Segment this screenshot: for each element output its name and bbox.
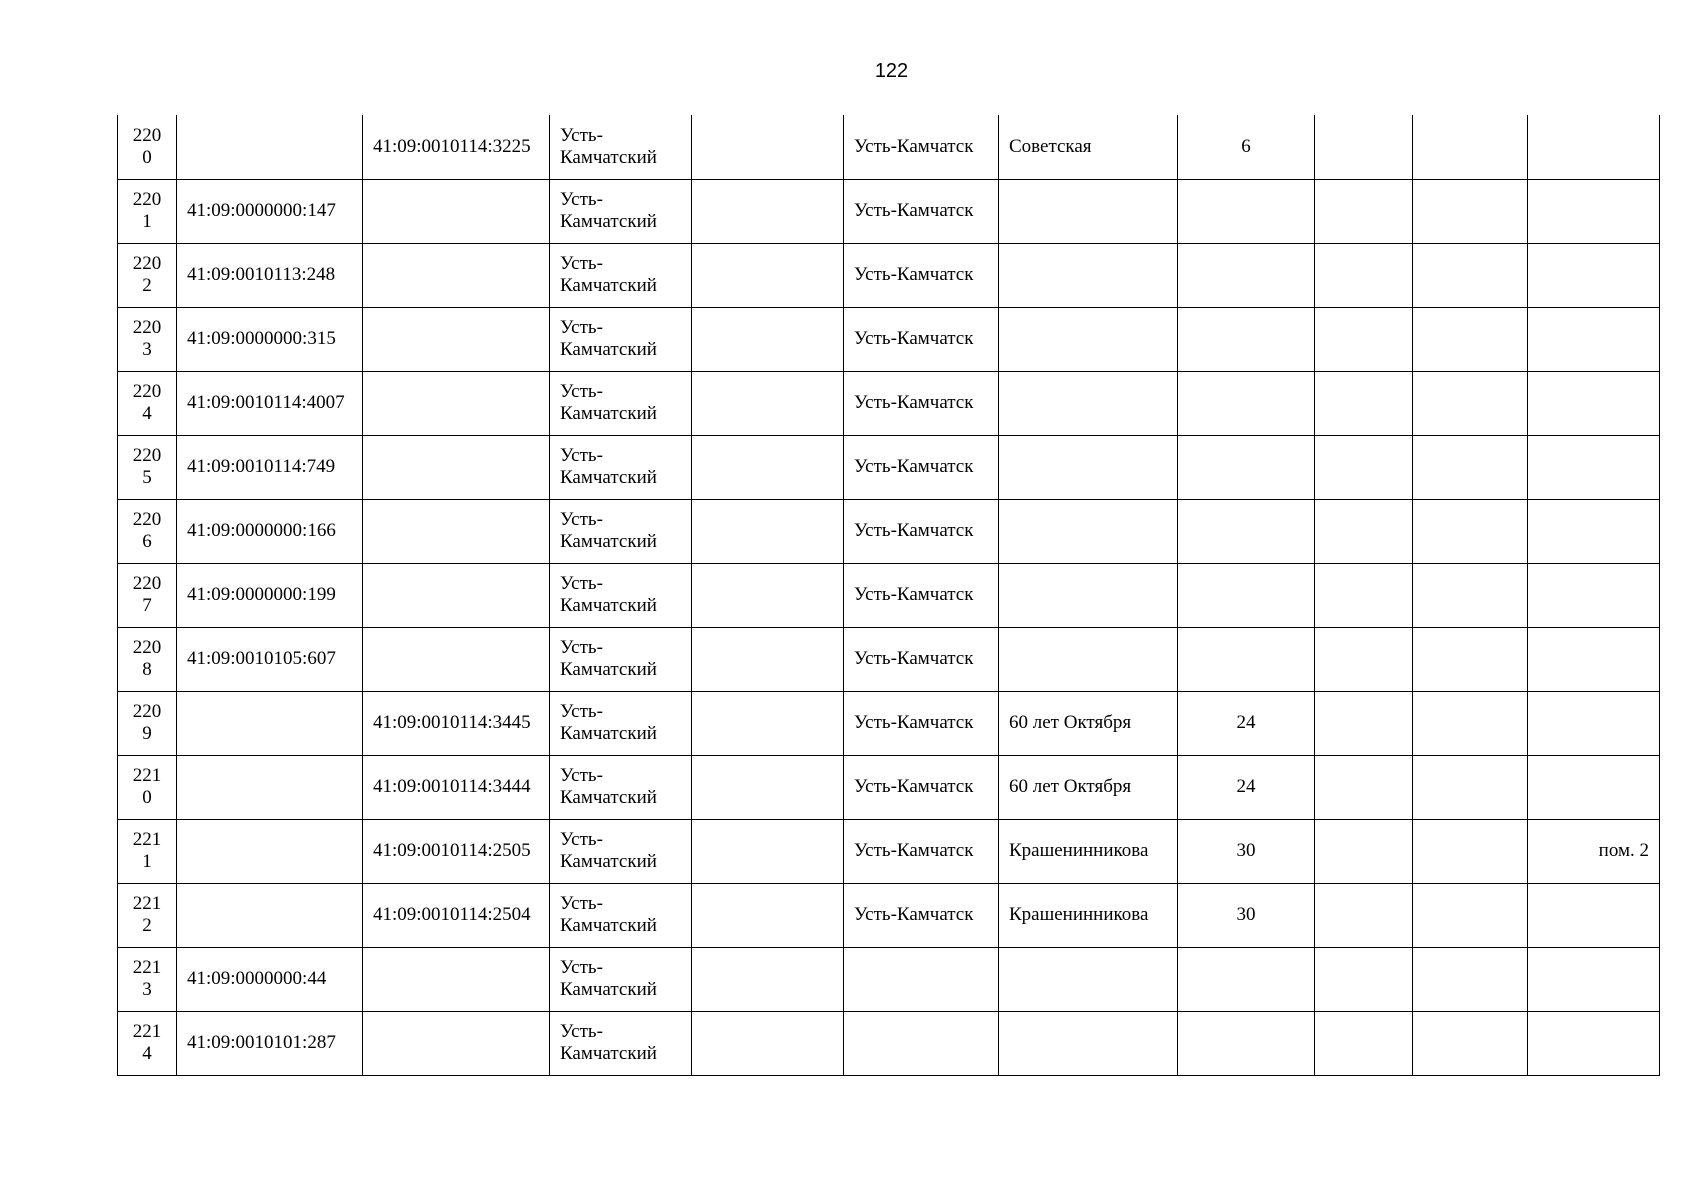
land-cadastral-number: 41:09:0010105:607	[177, 627, 363, 691]
district-name-part: Камчатский	[560, 403, 657, 424]
empty-cell	[1315, 883, 1413, 947]
premises-note	[1528, 883, 1660, 947]
row-number-cell	[118, 883, 177, 947]
premises-note: пом. 2	[1528, 819, 1660, 883]
district-cell	[550, 627, 692, 691]
table-row	[118, 1011, 1660, 1075]
district-name-part: Усть-	[560, 189, 603, 210]
object-cadastral-number	[363, 947, 550, 1011]
district-name-part: Усть-	[560, 445, 603, 466]
premises-note	[1528, 1011, 1660, 1075]
table-row	[118, 307, 1660, 371]
empty-cell	[1315, 627, 1413, 691]
object-cadastral-number	[363, 435, 550, 499]
district-cell	[550, 115, 692, 179]
empty-cell	[1315, 755, 1413, 819]
empty-cell	[692, 435, 844, 499]
land-cadastral-number	[177, 755, 363, 819]
premises-note	[1528, 243, 1660, 307]
district-name-part: Усть-	[560, 381, 603, 402]
empty-cell	[1413, 627, 1528, 691]
premises-note	[1528, 371, 1660, 435]
empty-cell	[1315, 115, 1413, 179]
premises-note	[1528, 179, 1660, 243]
empty-cell	[1315, 435, 1413, 499]
settlement-name: Усть-Камчатск	[844, 563, 999, 627]
district-name-part: Усть-	[560, 1021, 603, 1042]
street-name: Крашенинникова	[999, 883, 1178, 947]
settlement-name: Усть-Камчатск	[844, 115, 999, 179]
district-name-part: Камчатский	[560, 723, 657, 744]
settlement-name: Усть-Камчатск	[844, 755, 999, 819]
district-cell	[550, 435, 692, 499]
object-cadastral-number	[363, 371, 550, 435]
district-name-part: Усть-	[560, 893, 603, 914]
district-cell	[550, 691, 692, 755]
street-name	[999, 307, 1178, 371]
house-number: 30	[1178, 883, 1315, 947]
house-number: 30	[1178, 819, 1315, 883]
street-name	[999, 243, 1178, 307]
table-row	[118, 435, 1660, 499]
district-name-part: Камчатский	[560, 851, 657, 872]
empty-cell	[1413, 883, 1528, 947]
district-name-part: Камчатский	[560, 979, 657, 1000]
street-name: 60 лет Октября	[999, 691, 1178, 755]
empty-cell	[1315, 819, 1413, 883]
settlement-name	[844, 947, 999, 1011]
house-number: 6	[1178, 115, 1315, 179]
district-name-part: Камчатский	[560, 595, 657, 616]
empty-cell	[1315, 243, 1413, 307]
district-cell	[550, 755, 692, 819]
row-number-cell	[118, 755, 177, 819]
district-name-part: Камчатский	[560, 659, 657, 680]
row-number: 2203	[132, 317, 162, 360]
district-cell	[550, 179, 692, 243]
district-name-part: Усть-	[560, 573, 603, 594]
table-row	[118, 883, 1660, 947]
land-cadastral-number	[177, 115, 363, 179]
empty-cell	[692, 563, 844, 627]
street-name: Крашенинникова	[999, 819, 1178, 883]
row-number: 2210	[132, 765, 162, 808]
row-number-cell	[118, 819, 177, 883]
row-number-cell	[118, 1011, 177, 1075]
land-cadastral-number	[177, 883, 363, 947]
land-cadastral-number: 41:09:0010113:248	[177, 243, 363, 307]
table-row	[118, 179, 1660, 243]
empty-cell	[692, 371, 844, 435]
empty-cell	[692, 1011, 844, 1075]
settlement-name: Усть-Камчатск	[844, 243, 999, 307]
empty-cell	[1315, 691, 1413, 755]
house-number	[1178, 499, 1315, 563]
object-cadastral-number	[363, 499, 550, 563]
row-number: 2205	[132, 445, 162, 488]
empty-cell	[692, 691, 844, 755]
land-cadastral-number: 41:09:0000000:315	[177, 307, 363, 371]
district-name-part: Камчатский	[560, 915, 657, 936]
empty-cell	[1413, 115, 1528, 179]
district-name-part: Камчатский	[560, 211, 657, 232]
district-name-part: Камчатский	[560, 1043, 657, 1064]
premises-note	[1528, 563, 1660, 627]
object-cadastral-number: 41:09:0010114:3445	[363, 691, 550, 755]
table-row	[118, 499, 1660, 563]
district-name-part: Камчатский	[560, 787, 657, 808]
row-number-cell	[118, 115, 177, 179]
row-number-cell	[118, 499, 177, 563]
empty-cell	[692, 755, 844, 819]
table-row	[118, 243, 1660, 307]
empty-cell	[692, 883, 844, 947]
district-name-part: Усть-	[560, 509, 603, 530]
district-name-part: Усть-	[560, 124, 603, 146]
settlement-name: Усть-Камчатск	[844, 499, 999, 563]
row-number-cell	[118, 371, 177, 435]
row-number: 2209	[132, 701, 162, 744]
table-row	[118, 691, 1660, 755]
street-name	[999, 947, 1178, 1011]
district-name-part: Усть-	[560, 701, 603, 722]
empty-cell	[1413, 563, 1528, 627]
district-name-part: Усть-	[560, 765, 603, 786]
premises-note	[1528, 435, 1660, 499]
street-name	[999, 499, 1178, 563]
empty-cell	[1413, 243, 1528, 307]
empty-cell	[1315, 563, 1413, 627]
district-cell	[550, 883, 692, 947]
premises-note	[1528, 691, 1660, 755]
row-number-cell	[118, 563, 177, 627]
settlement-name: Усть-Камчатск	[844, 179, 999, 243]
settlement-name: Усть-Камчатск	[844, 627, 999, 691]
land-cadastral-number: 41:09:0010114:4007	[177, 371, 363, 435]
row-number-cell	[118, 435, 177, 499]
row-number-cell	[118, 947, 177, 1011]
object-cadastral-number	[363, 627, 550, 691]
empty-cell	[692, 179, 844, 243]
row-number-cell	[118, 691, 177, 755]
street-name	[999, 371, 1178, 435]
settlement-name: Усть-Камчатск	[844, 691, 999, 755]
district-name-part: Камчатский	[560, 339, 657, 360]
district-name-part: Усть-	[560, 957, 603, 978]
house-number	[1178, 435, 1315, 499]
object-cadastral-number	[363, 243, 550, 307]
object-cadastral-number	[363, 563, 550, 627]
empty-cell	[692, 947, 844, 1011]
district-name-part: Камчатский	[560, 531, 657, 552]
row-number: 2211	[132, 829, 162, 872]
district-cell	[550, 1011, 692, 1075]
district-cell	[550, 947, 692, 1011]
row-number: 2213	[132, 957, 162, 1000]
house-number	[1178, 307, 1315, 371]
empty-cell	[692, 627, 844, 691]
land-cadastral-number	[177, 819, 363, 883]
empty-cell	[1413, 755, 1528, 819]
settlement-name: Усть-Камчатск	[844, 307, 999, 371]
house-number: 24	[1178, 691, 1315, 755]
row-number: 2207	[132, 573, 162, 616]
object-cadastral-number: 41:09:0010114:3444	[363, 755, 550, 819]
object-cadastral-number	[363, 1011, 550, 1075]
object-cadastral-number	[363, 307, 550, 371]
street-name	[999, 435, 1178, 499]
empty-cell	[1413, 499, 1528, 563]
empty-cell	[1413, 819, 1528, 883]
settlement-name	[844, 1011, 999, 1075]
premises-note	[1528, 499, 1660, 563]
row-number: 2200	[132, 124, 162, 168]
empty-cell	[1413, 947, 1528, 1011]
empty-cell	[1315, 307, 1413, 371]
object-cadastral-number	[363, 179, 550, 243]
empty-cell	[1315, 371, 1413, 435]
row-number: 2201	[132, 189, 162, 232]
empty-cell	[1315, 947, 1413, 1011]
district-cell	[550, 499, 692, 563]
street-name: 60 лет Октября	[999, 755, 1178, 819]
empty-cell	[1413, 1011, 1528, 1075]
empty-cell	[692, 499, 844, 563]
row-number-cell	[118, 179, 177, 243]
row-number: 2202	[132, 253, 162, 296]
table-row	[118, 947, 1660, 1011]
district-name-part: Усть-	[560, 637, 603, 658]
page-number: 122	[874, 60, 909, 82]
row-number-cell	[118, 243, 177, 307]
row-number: 2214	[132, 1021, 162, 1064]
house-number	[1178, 627, 1315, 691]
object-cadastral-number: 41:09:0010114:2505	[363, 819, 550, 883]
district-name-part: Усть-	[560, 253, 603, 274]
house-number: 24	[1178, 755, 1315, 819]
district-cell	[550, 307, 692, 371]
table-row	[118, 755, 1660, 819]
land-cadastral-number: 41:09:0010101:287	[177, 1011, 363, 1075]
premises-note	[1528, 115, 1660, 179]
premises-note	[1528, 307, 1660, 371]
settlement-name: Усть-Камчатск	[844, 371, 999, 435]
district-name-part: Усть-	[560, 829, 603, 850]
land-cadastral-number: 41:09:0000000:44	[177, 947, 363, 1011]
table-row	[118, 627, 1660, 691]
table-row	[118, 371, 1660, 435]
settlement-name: Усть-Камчатск	[844, 883, 999, 947]
district-name-part: Камчатский	[560, 467, 657, 488]
house-number	[1178, 371, 1315, 435]
land-cadastral-number: 41:09:0000000:166	[177, 499, 363, 563]
empty-cell	[692, 115, 844, 179]
empty-cell	[1413, 691, 1528, 755]
house-number	[1178, 563, 1315, 627]
house-number	[1178, 243, 1315, 307]
premises-note	[1528, 755, 1660, 819]
premises-note	[1528, 627, 1660, 691]
land-cadastral-number: 41:09:0000000:147	[177, 179, 363, 243]
street-name	[999, 179, 1178, 243]
empty-cell	[1413, 179, 1528, 243]
house-number	[1178, 1011, 1315, 1075]
house-number	[1178, 179, 1315, 243]
table-row	[118, 819, 1660, 883]
empty-cell	[692, 819, 844, 883]
land-cadastral-number: 41:09:0010114:749	[177, 435, 363, 499]
land-cadastral-number: 41:09:0000000:199	[177, 563, 363, 627]
row-number: 2212	[132, 893, 162, 936]
empty-cell	[1315, 179, 1413, 243]
district-name-part: Камчатский	[560, 146, 657, 168]
empty-cell	[1413, 307, 1528, 371]
land-cadastral-number	[177, 691, 363, 755]
object-cadastral-number: 41:09:0010114:2504	[363, 883, 550, 947]
registry-table	[117, 115, 1660, 1076]
district-cell	[550, 819, 692, 883]
empty-cell	[1315, 499, 1413, 563]
row-number: 2208	[132, 637, 162, 680]
empty-cell	[692, 307, 844, 371]
settlement-name: Усть-Камчатск	[844, 819, 999, 883]
district-cell	[550, 563, 692, 627]
table-row	[118, 563, 1660, 627]
district-name-part: Усть-	[560, 317, 603, 338]
street-name	[999, 1011, 1178, 1075]
district-name-part: Камчатский	[560, 275, 657, 296]
row-number-cell	[118, 627, 177, 691]
row-number: 2206	[132, 509, 162, 552]
table-row	[118, 115, 1660, 179]
district-cell	[550, 243, 692, 307]
street-name: Советская	[999, 115, 1178, 179]
empty-cell	[1413, 435, 1528, 499]
street-name	[999, 627, 1178, 691]
premises-note	[1528, 947, 1660, 1011]
house-number	[1178, 947, 1315, 1011]
street-name	[999, 563, 1178, 627]
settlement-name: Усть-Камчатск	[844, 435, 999, 499]
empty-cell	[692, 243, 844, 307]
row-number: 2204	[132, 381, 162, 424]
empty-cell	[1315, 1011, 1413, 1075]
district-cell	[550, 371, 692, 435]
object-cadastral-number: 41:09:0010114:3225	[363, 115, 550, 179]
empty-cell	[1413, 371, 1528, 435]
row-number-cell	[118, 307, 177, 371]
